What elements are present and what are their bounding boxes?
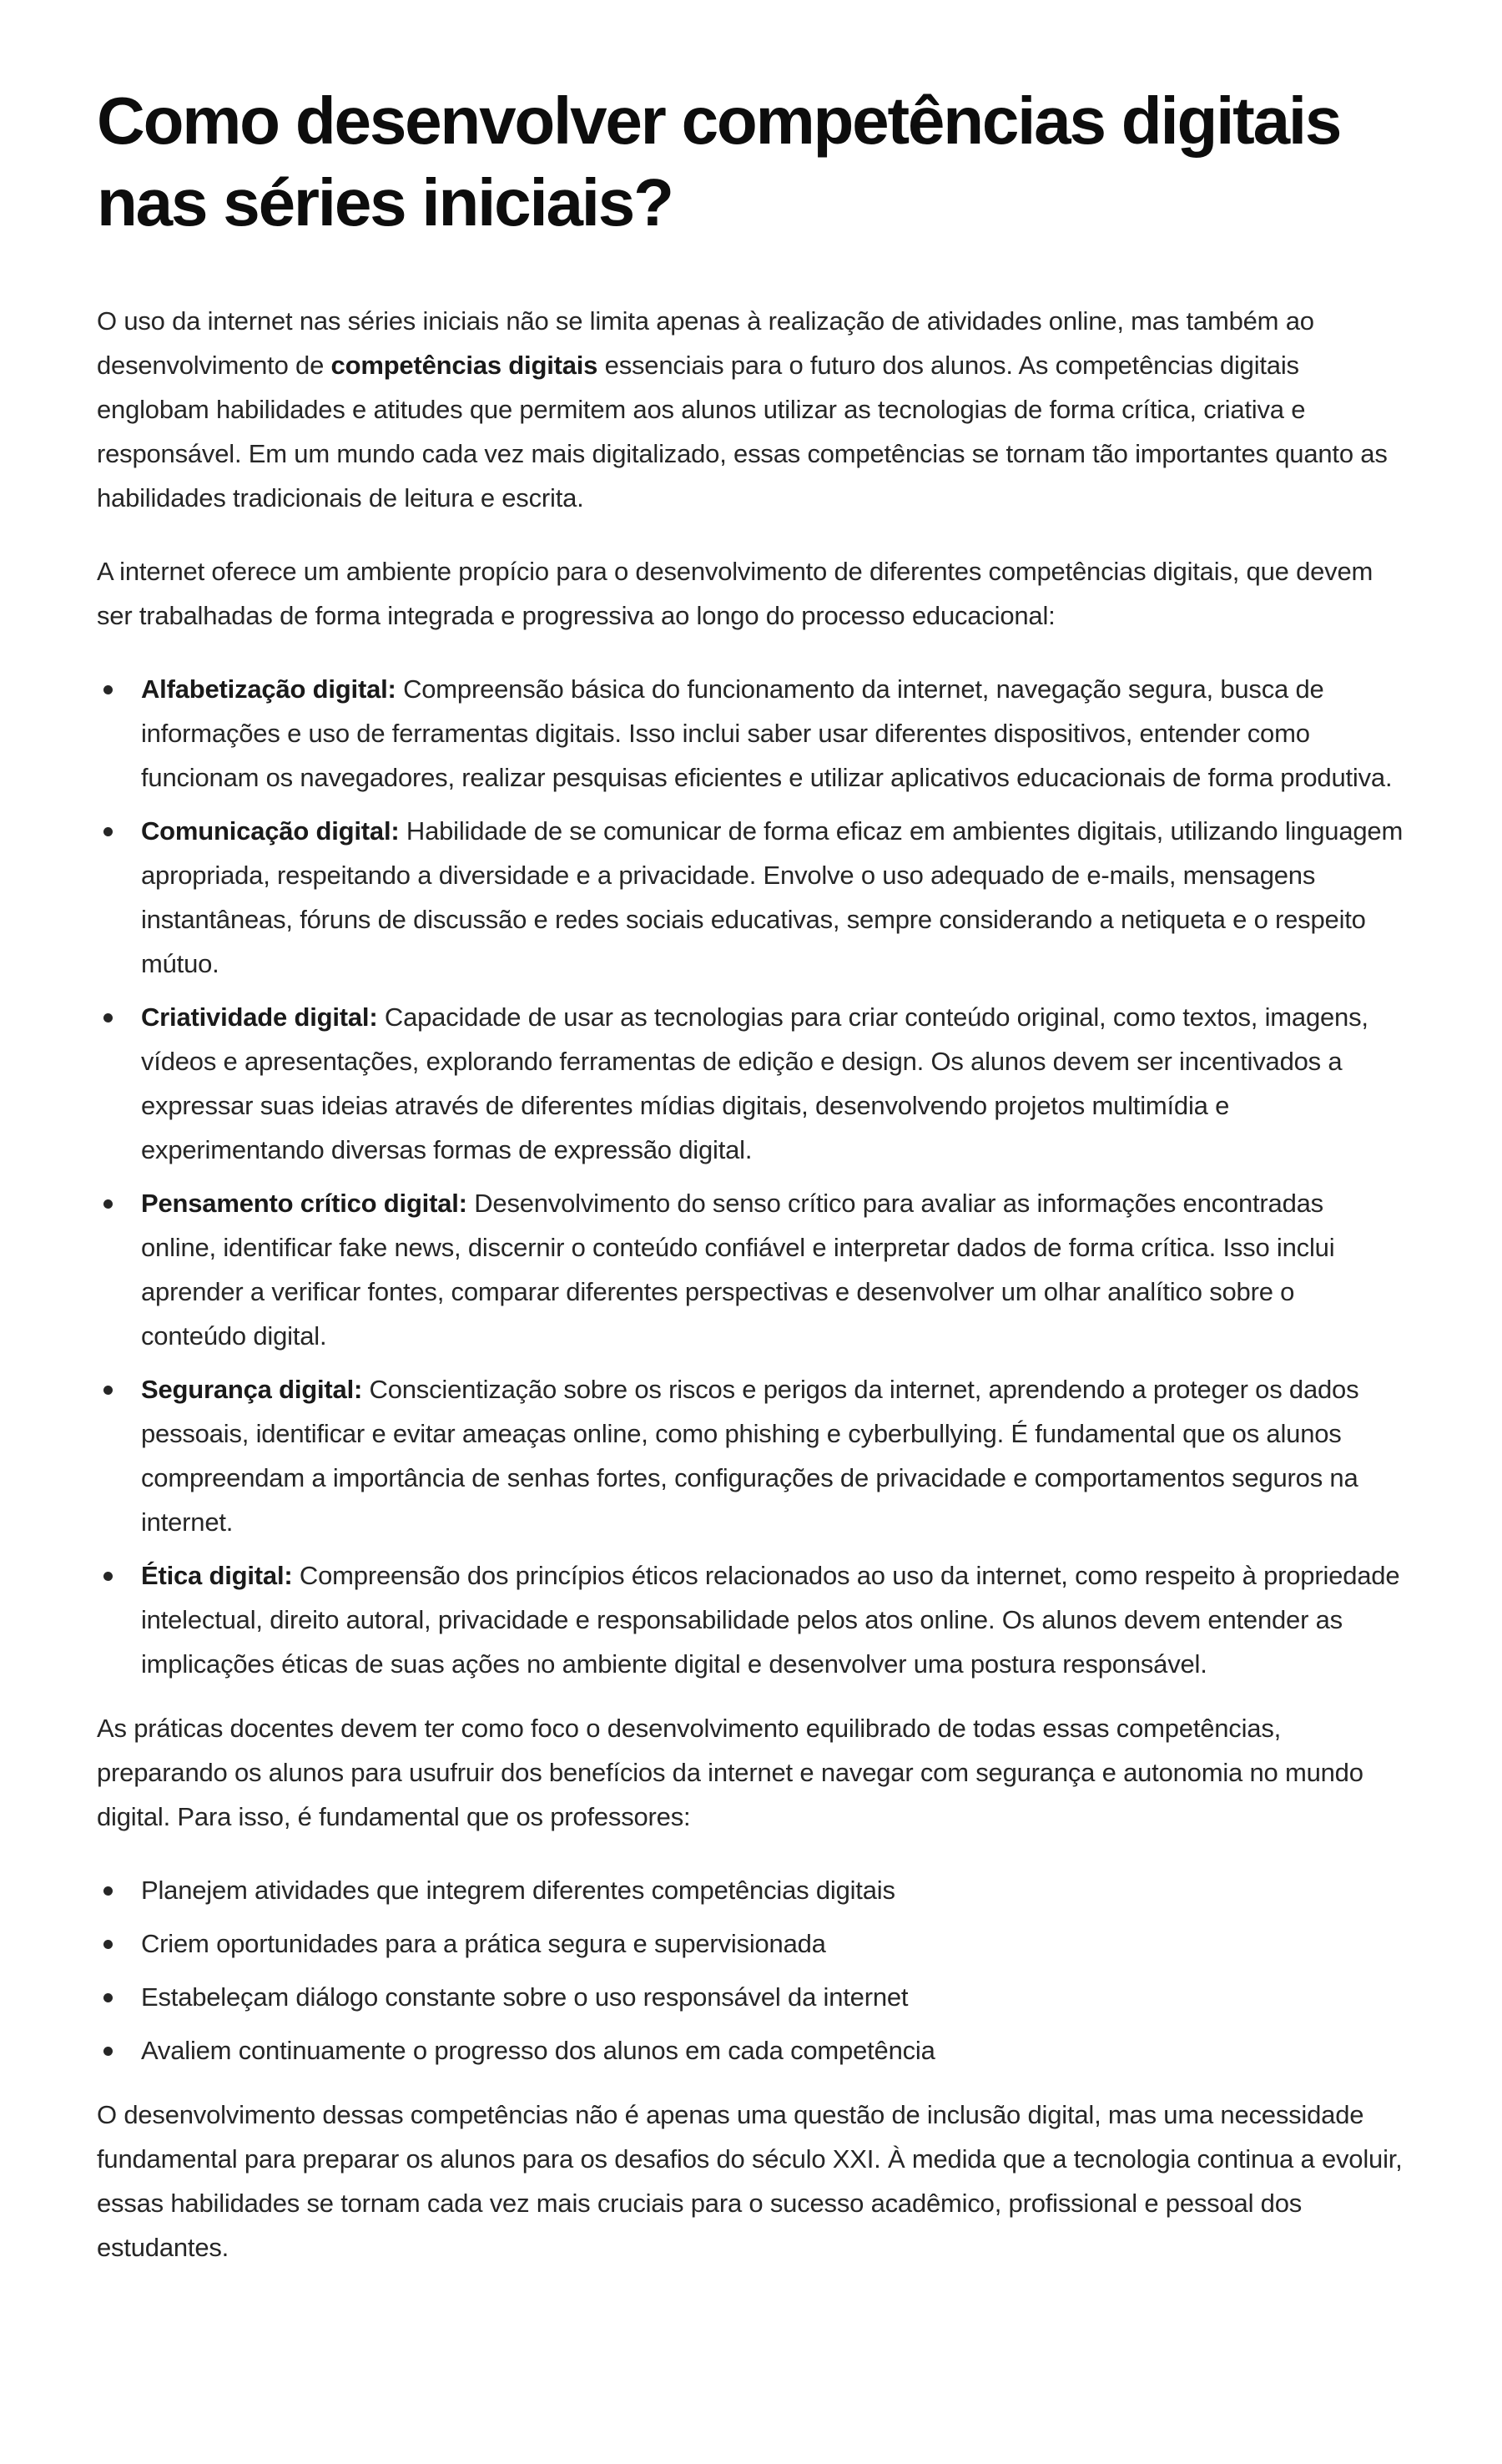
list-item <box>97 1868 1405 1912</box>
bullet-icon <box>103 1199 113 1209</box>
bullet-icon <box>103 2047 113 2056</box>
competencies-list <box>97 667 1405 1686</box>
bullet-icon <box>103 1013 113 1022</box>
competency-term: Pensamento crítico digital: <box>141 1189 467 1218</box>
competency-description: Desenvolvimento do senso crítico para avaliar as informações encontradas online, identificar fake news, discernir o conteúdo confiável e interpretar dados de forma crítica. Isso inclui aprender a verificar fontes, comparar diferentes perspectivas e desenvolver um olhar analítico sobre o conteúdo digital. <box>141 1189 1335 1351</box>
closing-paragraph: O desenvolvimento dessas competências não é apenas uma questão de inclusão digital, mas uma necessidade fundamental para preparar os alunos para os desafios do século XXI. À medida que a tecnologia continua a evoluir, essas habilidades se tornam cada vez mais cruciais para o sucesso acadêmico, profissional e pessoal dos estudantes. <box>97 2100 1403 2262</box>
list-item <box>97 1181 1405 1358</box>
intro-paragraph-1 <box>97 299 1405 520</box>
practice-text: Criem oportunidades para a prática segura e supervisionada <box>141 1929 826 1958</box>
list-item <box>97 995 1405 1172</box>
practices-list <box>97 1868 1405 2073</box>
competency-term: Segurança digital: <box>141 1375 363 1404</box>
competency-term: Criatividade digital: <box>141 1002 378 1032</box>
page-title: Como desenvolver competências digitais nas séries iniciais? <box>97 83 1341 240</box>
intro-paragraph-2: A internet oferece um ambiente propício para o desenvolvimento de diferentes competências digitais, que devem ser trabalhadas de forma integrada e progressiva ao longo do processo educacional: <box>97 557 1373 630</box>
practice-text: Estabeleçam diálogo constante sobre o uso responsável da internet <box>141 1982 909 2012</box>
bullet-icon <box>103 1993 113 2002</box>
competency-description: Compreensão dos princípios éticos relacionados ao uso da internet, como respeito à propriedade intelectual, direito autoral, privacidade e responsabilidade pelos atos online. Os alunos devem entender as implicações éticas de suas ações no ambiente digital e desenvolver uma postura responsável. <box>141 1561 1400 1679</box>
competency-description: Capacidade de usar as tecnologias para criar conteúdo original, como textos, imagens, vídeos e apresentações, explorando ferramentas de edição e design. Os alunos devem ser incentivados a expressar suas ideias através de diferentes mídias digitais, desenvolvendo projetos multimídia e experimentando diversas formas de expressão digital. <box>141 1002 1368 1164</box>
competency-term: Ética digital: <box>141 1561 293 1590</box>
list-item <box>97 1921 1405 1966</box>
competency-description: Habilidade de se comunicar de forma eficaz em ambientes digitais, utilizando linguagem apropriada, respeitando a diversidade e a privacidade. Envolve o uso adequado de e-mails, mensagens instantâneas, fóruns de discussão e redes sociais educativas, sempre considerando a netiqueta e o respeito mútuo. <box>141 816 1404 978</box>
competency-term: Alfabetização digital: <box>141 674 396 704</box>
list-item <box>97 1367 1405 1544</box>
bullet-icon <box>103 1386 113 1395</box>
bullet-icon <box>103 1572 113 1581</box>
practice-text: Planejem atividades que integrem diferentes competências digitais <box>141 1876 895 1905</box>
bullet-icon <box>103 827 113 836</box>
competency-description: Compreensão básica do funcionamento da internet, navegação segura, busca de informações e uso de ferramentas digitais. Isso inclui saber usar diferentes dispositivos, entender como funcionam os navegadores, realizar pesquisas eficientes e utilizar aplicativos educacionais de forma produtiva. <box>141 674 1393 792</box>
list-item <box>97 2028 1405 2073</box>
intro-text-after: essenciais para o futuro dos alunos. As competências digitais englobam habilidades e atitudes que permitem aos alunos utilizar as tecnologias de forma crítica, criativa e responsável. Em um mundo cada vez mais digitalizado, essas competências se tornam tão importantes quanto as habilidades tradicionais de leitura e escrita. <box>97 351 1388 512</box>
list-item <box>97 667 1405 800</box>
practices-intro-paragraph: As práticas docentes devem ter como foco o desenvolvimento equilibrado de todas essas competências, preparando os alunos para usufruir dos benefícios da internet e navegar com segurança e autonomia no mundo digital. Para isso, é fundamental que os professores: <box>97 1714 1363 1831</box>
list-item <box>97 809 1405 986</box>
intro-text-before: O uso da internet nas séries iniciais não se limita apenas à realização de atividades online, mas também ao desenvolvimento de <box>97 306 1314 380</box>
competency-term: Comunicação digital: <box>141 816 400 846</box>
list-item <box>97 1553 1405 1686</box>
competency-description: Conscientização sobre os riscos e perigos da internet, aprendendo a proteger os dados pessoais, identificar e evitar ameaças online, como phishing e cyberbullying. É fundamental que os alunos compreendam a importância de senhas fortes, configurações de privacidade e comportamentos seguros na internet. <box>141 1375 1359 1537</box>
bullet-icon <box>103 685 113 694</box>
list-item <box>97 1975 1405 2019</box>
practice-text: Avaliem continuamente o progresso dos alunos em cada competência <box>141 2036 935 2065</box>
bullet-icon <box>103 1886 113 1896</box>
intro-bold-term: competências digitais <box>330 351 598 380</box>
bullet-icon <box>103 1940 113 1949</box>
